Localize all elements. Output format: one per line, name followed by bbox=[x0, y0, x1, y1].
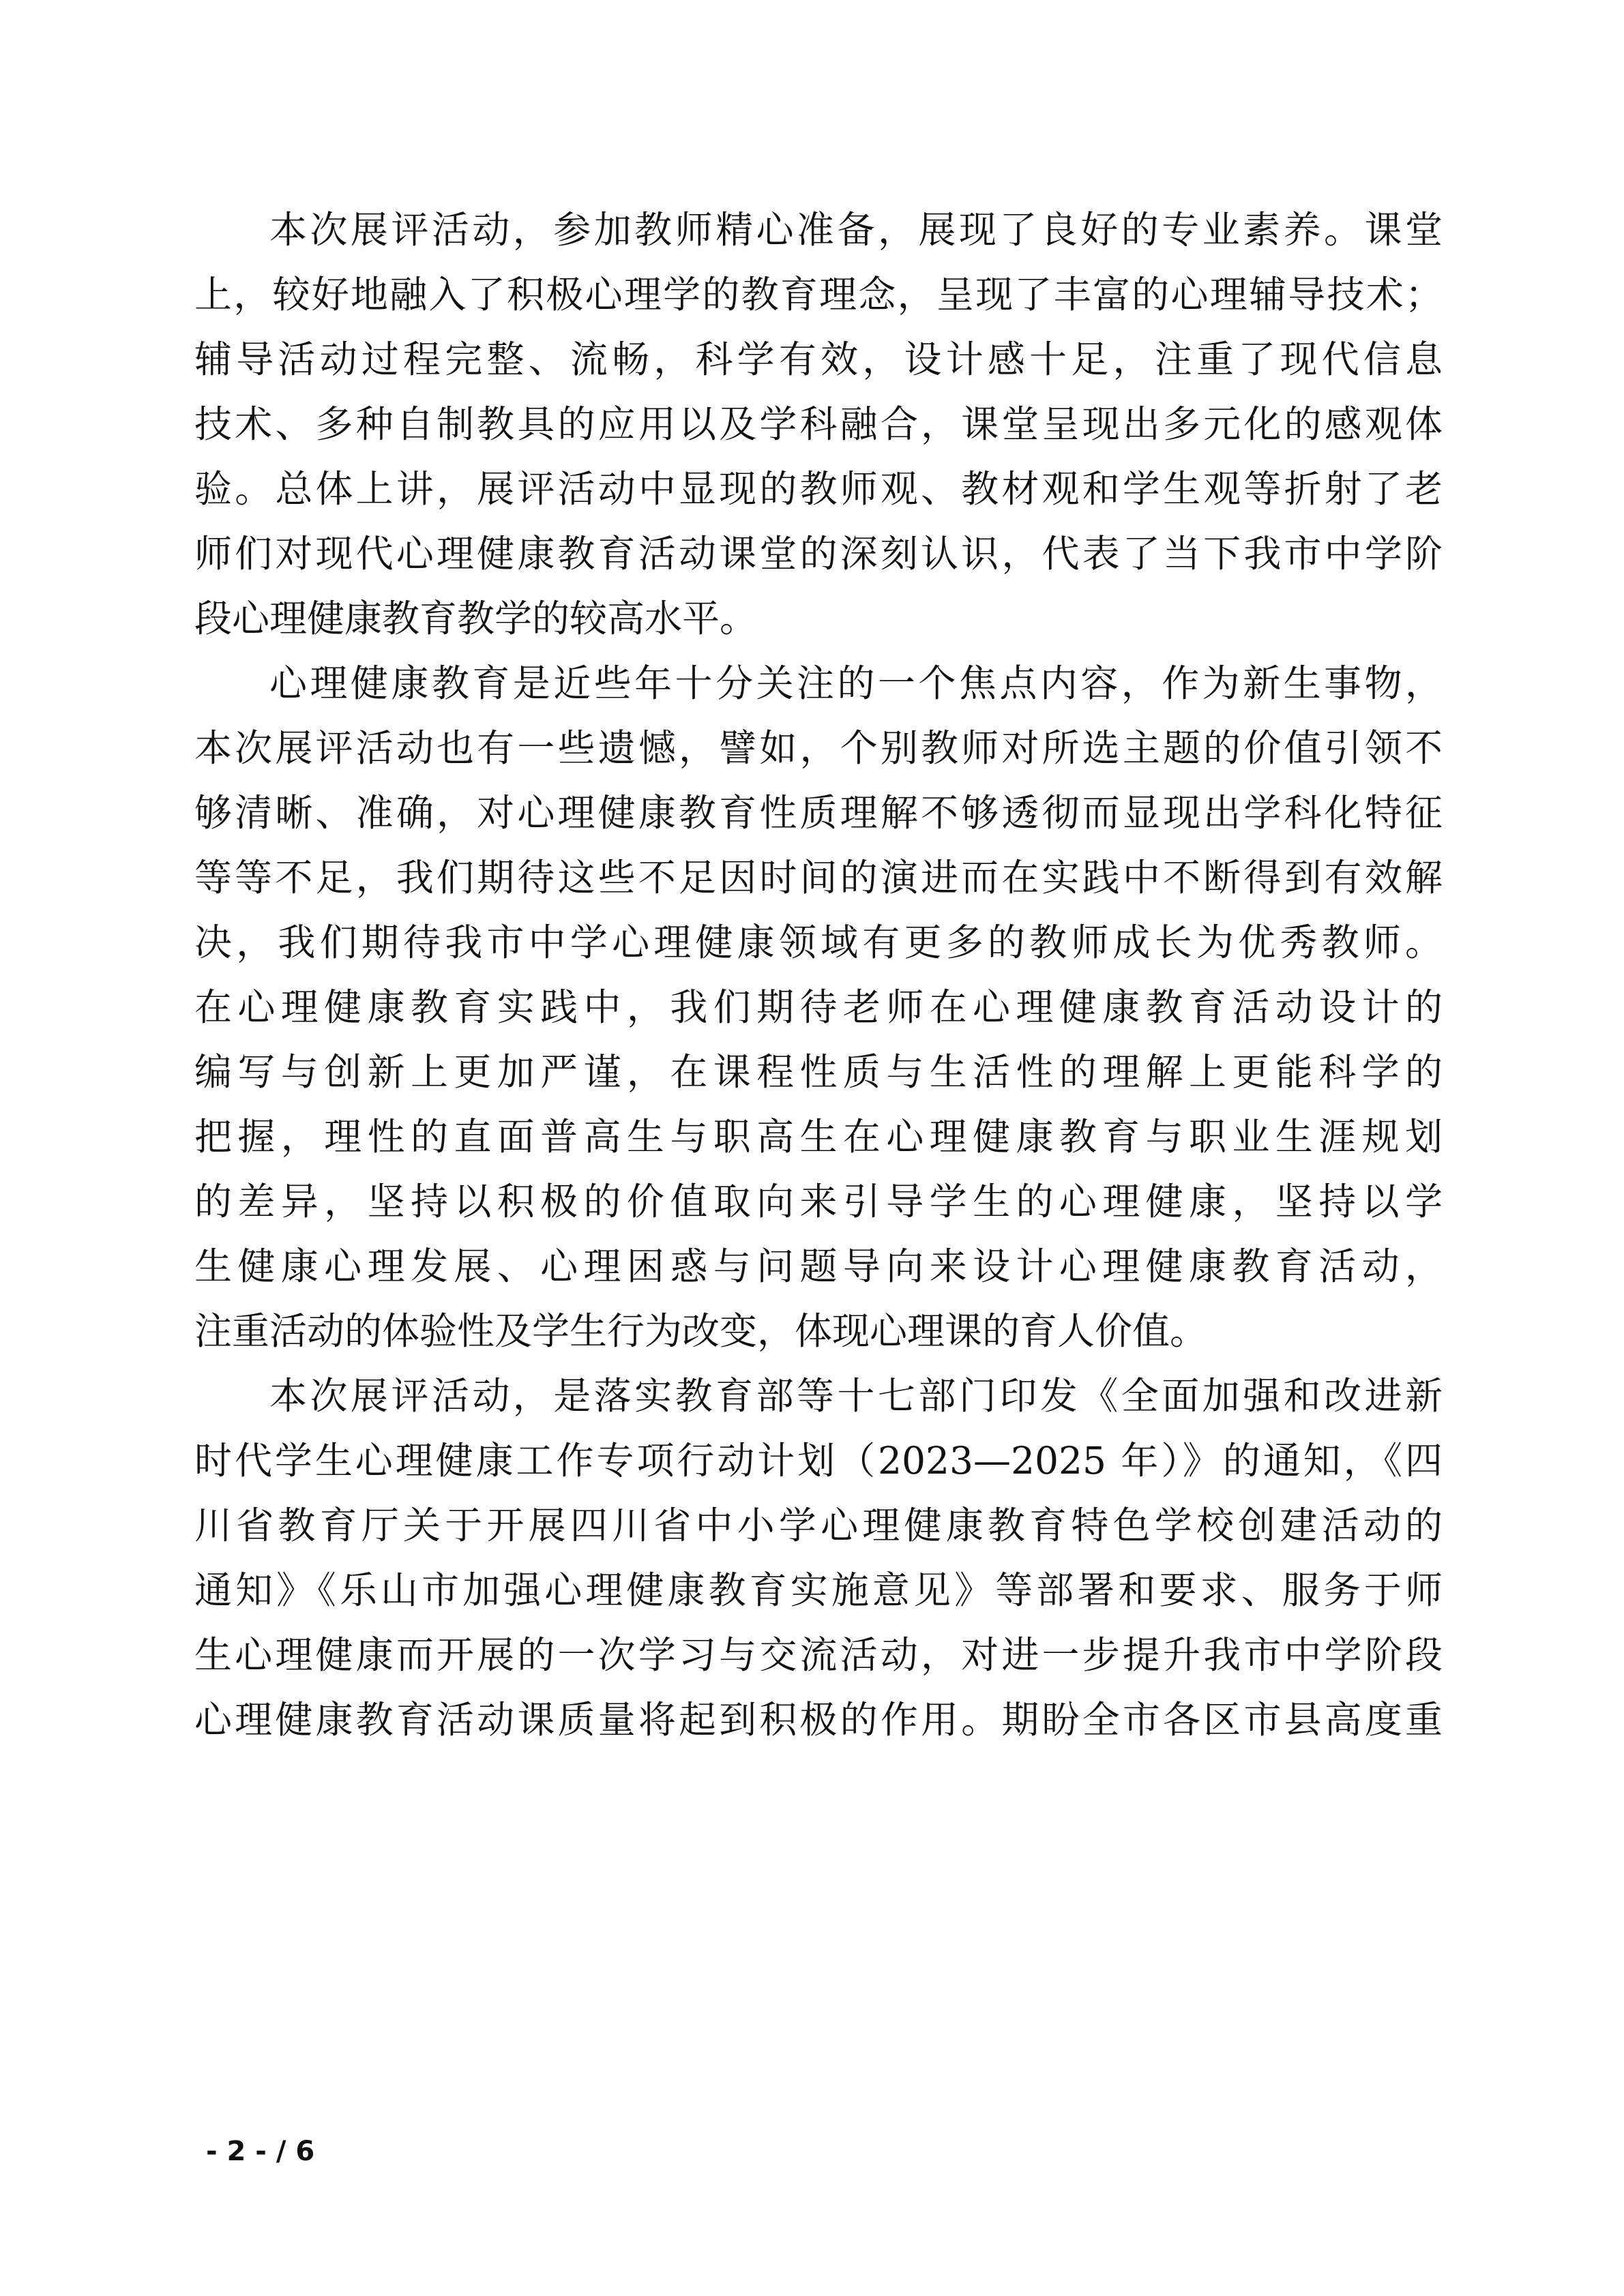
paragraph-3-line-3: 川省教育厅关于开展四川省中小学心理健康教育特色学校创建活动的 bbox=[194, 1504, 1443, 1547]
paragraph-1-line-2: 上，较好地融入了积极心理学的教育理念，呈现了丰富的心理辅导技术； bbox=[194, 273, 1443, 316]
paragraph-1-line-7: 段心理健康教育教学的较高水平。 bbox=[194, 597, 758, 640]
paragraph-2-line-1: 心理健康教育是近些年十分关注的一个焦点内容，作为新生事物， bbox=[269, 661, 1443, 705]
paragraph-3-line-1: 本次展评活动，是落实教育部等十七部门印发《全面加强和改进新 bbox=[269, 1374, 1443, 1418]
paragraph-3-line-4: 通知》《乐山市加强心理健康教育实施意见》等部署和要求、服务于师 bbox=[194, 1568, 1443, 1612]
paragraph-3-line-5: 生心理健康而开展的一次学习与交流活动，对进一步提升我市中学阶段 bbox=[194, 1633, 1443, 1677]
document-body bbox=[194, 198, 1443, 1753]
paragraph-2-line-5: 决，我们期待我市中学心理健康领域有更多的教师成长为优秀教师。 bbox=[194, 921, 1443, 964]
paragraph-2-line-2: 本次展评活动也有一些遗憾，譬如，个别教师对所选主题的价值引领不 bbox=[194, 726, 1443, 770]
paragraph-2-line-3: 够清晰、准确，对心理健康教育性质理解不够透彻而显现出学科化特征 bbox=[194, 791, 1443, 835]
paragraph-1-line-4: 技术、多种自制教具的应用以及学科融合，课堂呈现出多元化的感观体 bbox=[194, 402, 1443, 446]
paragraph-1-line-1: 本次展评活动，参加教师精心准备，展现了良好的专业素养。课堂 bbox=[269, 208, 1443, 252]
paragraph-1-line-5: 验。总体上讲，展评活动中显现的教师观、教材观和学生观等折射了老 bbox=[194, 467, 1443, 511]
paragraph-2-line-8: 把握，理性的直面普高生与职高生在心理健康教育与职业生涯规划 bbox=[194, 1115, 1443, 1159]
paragraph-1-line-3: 辅导活动过程完整、流畅，科学有效，设计感十足，注重了现代信息 bbox=[194, 338, 1443, 381]
paragraph-2-line-11: 注重活动的体验性及学生行为改变，体现心理课的育人价值。 bbox=[194, 1309, 1208, 1353]
paragraph-2-line-6: 在心理健康教育实践中，我们期待老师在心理健康教育活动设计的 bbox=[194, 985, 1443, 1029]
paragraph-2-line-4: 等等不足，我们期待这些不足因时间的演进而在实践中不断得到有效解 bbox=[194, 856, 1443, 899]
paragraph-3-line-6: 心理健康教育活动课质量将起到积极的作用。期盼全市各区市县高度重 bbox=[194, 1698, 1443, 1742]
page-number: - 2 - / 6 bbox=[206, 2136, 315, 2167]
paragraph-3-line-2: 时代学生心理健康工作专项行动计划（2023—2025 年）》的通知，《四 bbox=[194, 1439, 1443, 1482]
paragraph-2-line-10: 生健康心理发展、心理困惑与问题导向来设计心理健康教育活动， bbox=[194, 1244, 1443, 1288]
paragraph-1-line-6: 师们对现代心理健康教育活动课堂的深刻认识，代表了当下我市中学阶 bbox=[194, 532, 1443, 576]
paragraph-2-line-7: 编写与创新上更加严谨，在课程性质与生活性的理解上更能科学的 bbox=[194, 1050, 1443, 1094]
paragraph-2-line-9: 的差异，坚持以积极的价值取向来引导学生的心理健康，坚持以学 bbox=[194, 1180, 1443, 1223]
